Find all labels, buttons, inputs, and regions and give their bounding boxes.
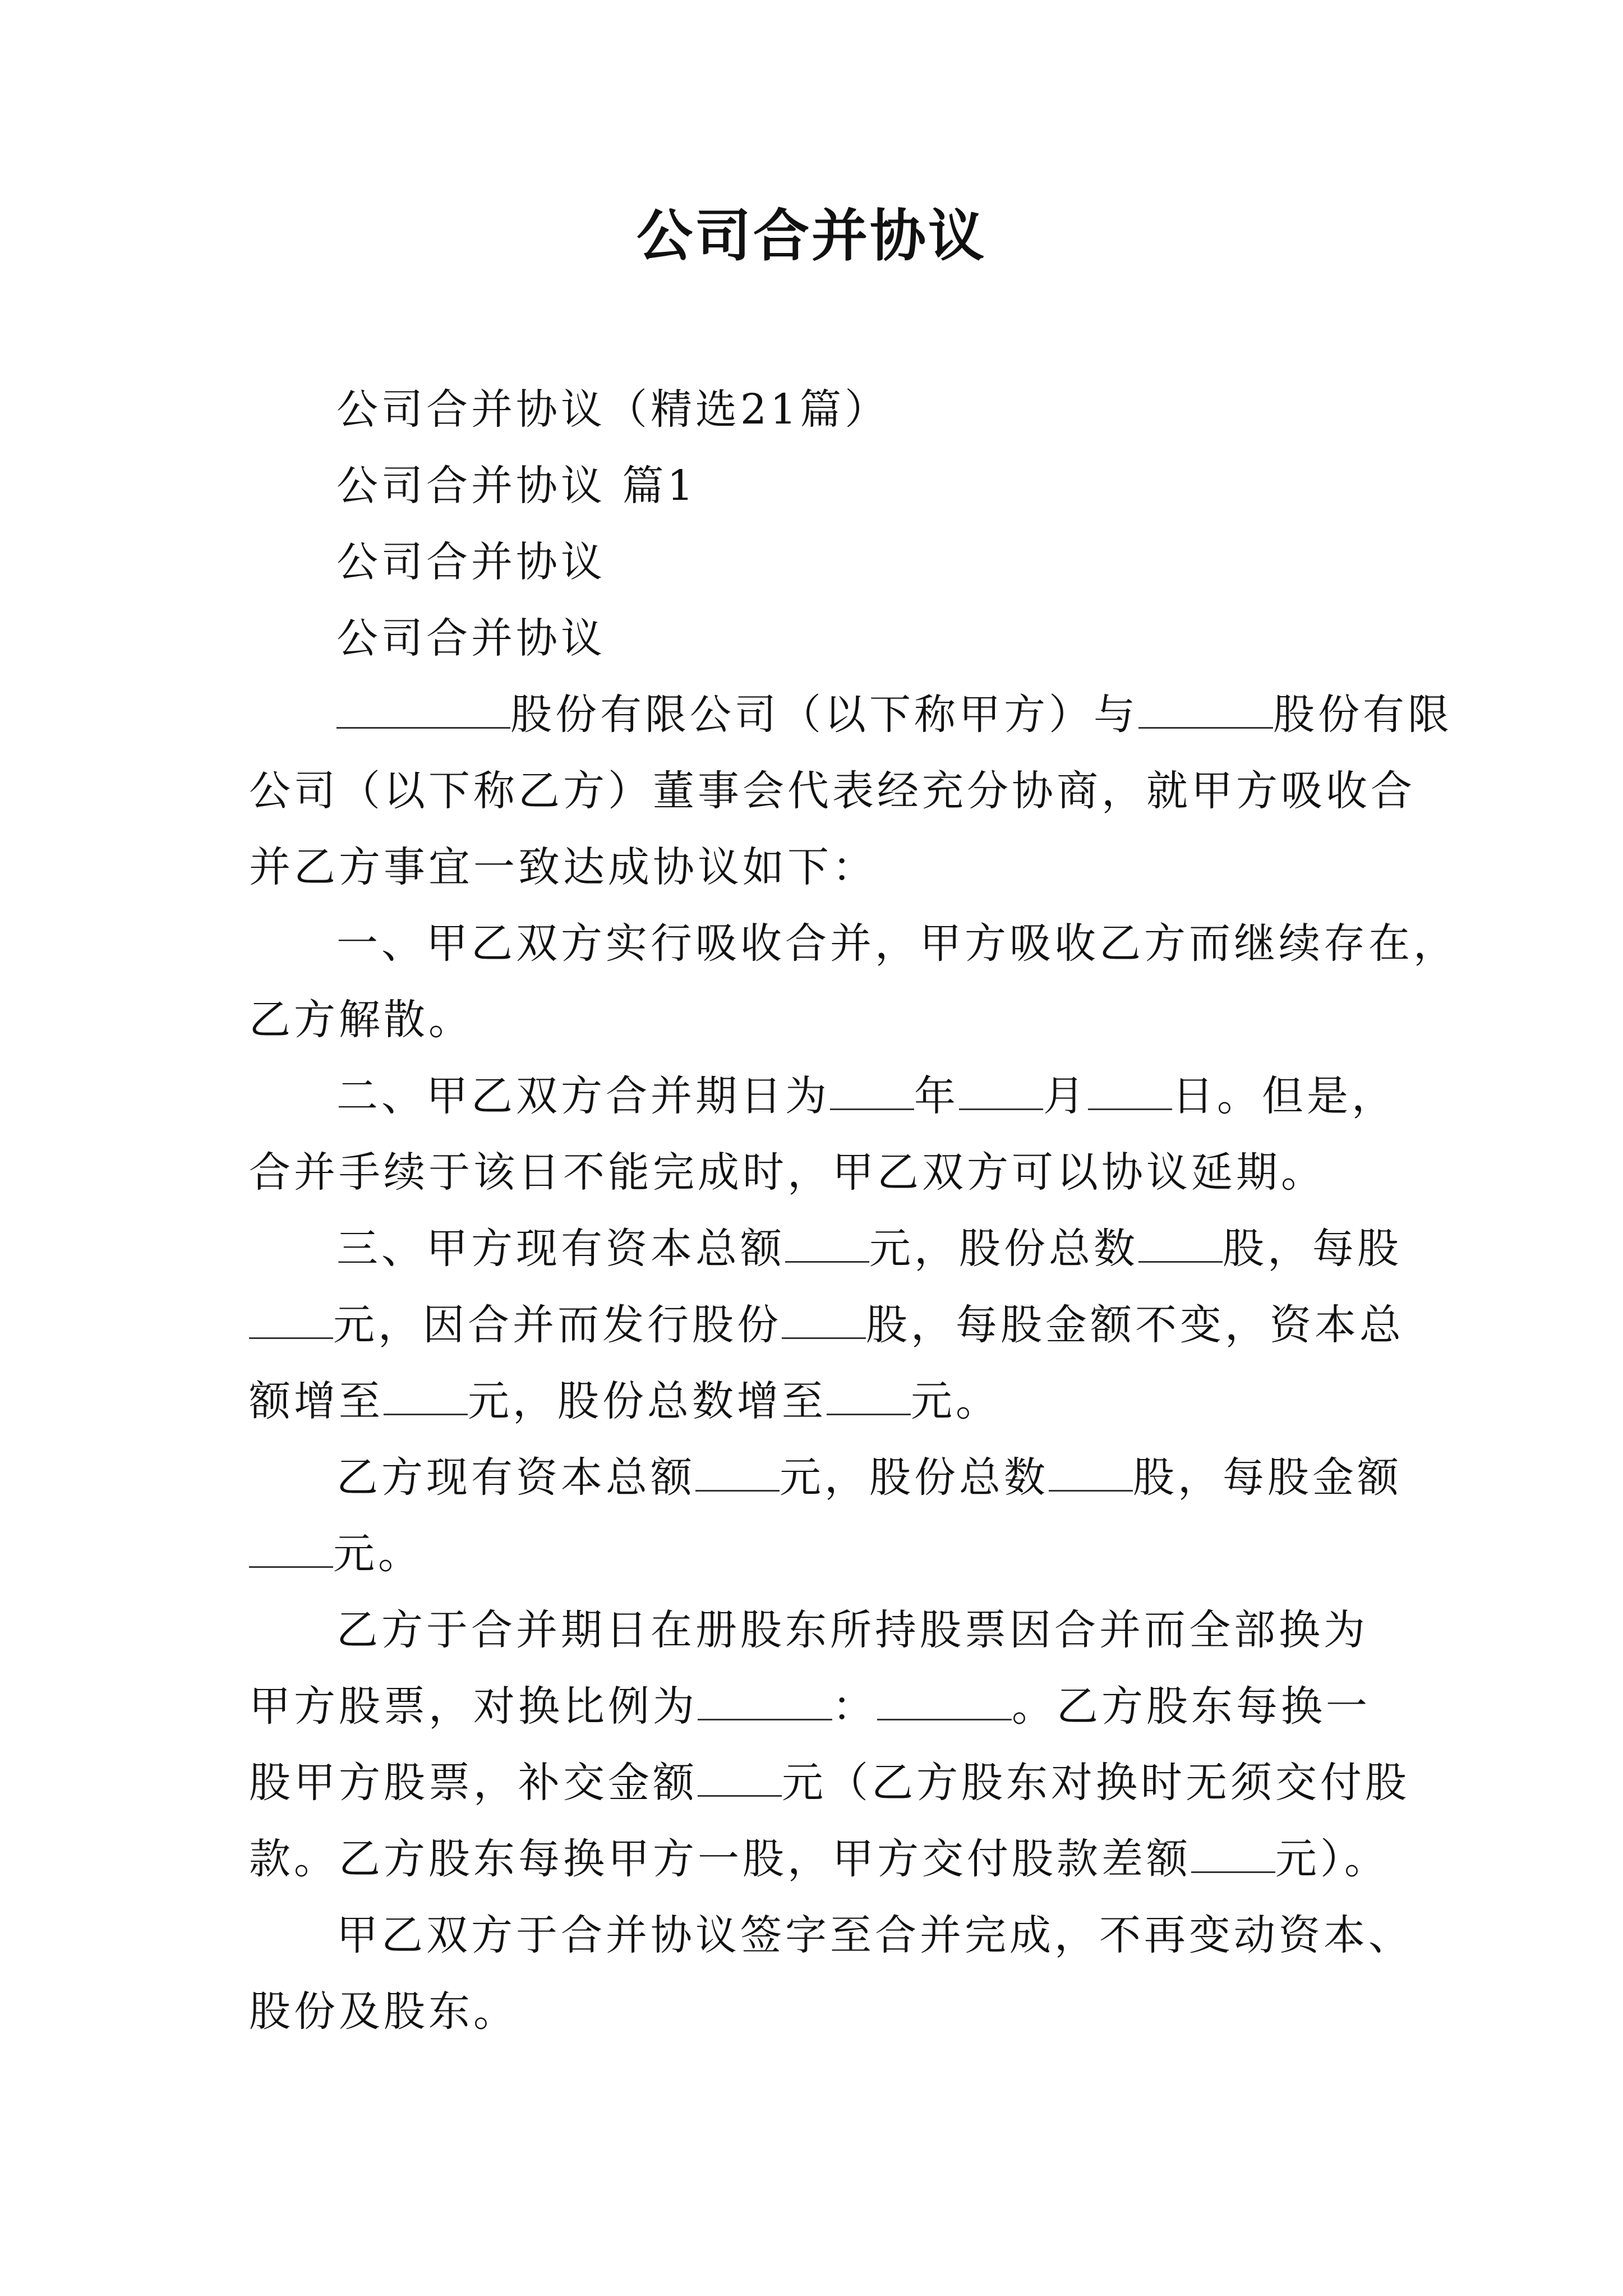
paragraph-line: 乙方解散。 — [249, 996, 473, 1044]
text-run: 额增至 — [249, 1377, 384, 1425]
paragraph-line — [336, 1069, 1396, 1123]
text-run: 元。 — [333, 1530, 423, 1578]
text-run: 股份有限公司（以下称甲方）与 — [510, 691, 1138, 739]
text-run: 乙方现有资本总额 — [336, 1453, 695, 1502]
text-run: 年 — [914, 1072, 959, 1120]
paragraph-line: 合并手续于该日不能完成时，甲乙双方可以协议延期。 — [249, 1148, 1326, 1197]
text-run: 元）。 — [1275, 1835, 1389, 1883]
subtitle-line: 公司合并协议（精选21篇） — [336, 385, 890, 434]
text-run: 元（乙方股东对换时无须交付股 — [782, 1759, 1410, 1807]
paragraph-line — [249, 1832, 1389, 1886]
text-run: 甲方股票，对换比例为 — [249, 1682, 698, 1731]
paragraph-line: 公司（以下称乙方）董事会代表经充分协商，就甲方吸收合 — [249, 767, 1415, 815]
fill-blank — [785, 1222, 869, 1263]
text-run: 日。但是， — [1172, 1072, 1396, 1120]
text-run: 股甲方股票，补交金额 — [249, 1759, 698, 1807]
text-run: 股，每股金额不变，资本总 — [866, 1301, 1404, 1349]
paragraph-line — [249, 1756, 1410, 1810]
text-run: 元，股份总数 — [780, 1453, 1049, 1502]
paragraph-line: 乙方于合并期日在册股东所持股票因合并而全部换为 — [336, 1606, 1368, 1654]
fill-blank — [782, 1298, 866, 1339]
paragraph-line — [249, 1527, 423, 1581]
paragraph-line: 并乙方事宜一致达成协议如下： — [249, 843, 877, 891]
fill-blank — [384, 1374, 468, 1415]
heading-line: 公司合并协议 — [336, 538, 606, 586]
text-run: ： — [832, 1682, 877, 1731]
text-run: 股，每股金额 — [1133, 1453, 1402, 1502]
paragraph-line — [249, 1680, 1371, 1733]
fill-blank — [827, 1374, 911, 1415]
fill-blank — [249, 1298, 333, 1339]
text-run: 元。 — [911, 1377, 1000, 1425]
fill-blank — [830, 1069, 914, 1110]
text-run: 月 — [1043, 1072, 1088, 1120]
fill-blank — [1138, 688, 1273, 729]
fill-blank — [1191, 1832, 1275, 1873]
fill-blank — [1049, 1451, 1133, 1492]
paragraph-line: 股份及股东。 — [249, 1987, 518, 2036]
text-run: 股，每股 — [1223, 1225, 1402, 1273]
fill-blank — [877, 1680, 1012, 1720]
fill-blank — [1088, 1069, 1172, 1110]
text-run: 元，股份总数 — [869, 1225, 1138, 1273]
document-title: 公司合并协议 — [637, 203, 986, 269]
paragraph-line — [336, 1222, 1402, 1276]
paragraph-line — [249, 1374, 1000, 1428]
text-run: 三、甲方现有资本总额 — [336, 1225, 785, 1273]
paragraph-line: 一、甲乙双方实行吸收合并，甲方吸收乙方而继续存在， — [336, 919, 1458, 968]
fill-blank — [698, 1680, 832, 1720]
text-run: 款。乙方股东每换甲方一股，甲方交付股款差额 — [249, 1835, 1191, 1883]
paragraph-line — [336, 1451, 1402, 1504]
text-run: 元，股份总数增至 — [468, 1377, 827, 1425]
fill-blank — [336, 688, 510, 729]
paragraph-line: 甲乙双方于合并协议签字至合并完成，不再变动资本、 — [336, 1911, 1413, 1959]
section-heading: 公司合并协议 篇1 — [336, 462, 697, 510]
text-run: 股份有限 — [1273, 691, 1453, 739]
paragraph-line — [336, 688, 1453, 742]
fill-blank — [1138, 1222, 1223, 1263]
text-run: 元，因合并而发行股份 — [333, 1301, 782, 1349]
text-run: 。乙方股东每换一 — [1012, 1682, 1371, 1731]
fill-blank — [959, 1069, 1043, 1110]
fill-blank — [249, 1527, 333, 1568]
heading-line: 公司合并协议 — [336, 614, 606, 662]
fill-blank — [698, 1756, 782, 1797]
fill-blank — [695, 1451, 780, 1492]
text-run: 二、甲乙双方合并期日为 — [336, 1072, 830, 1120]
paragraph-line — [249, 1298, 1404, 1352]
